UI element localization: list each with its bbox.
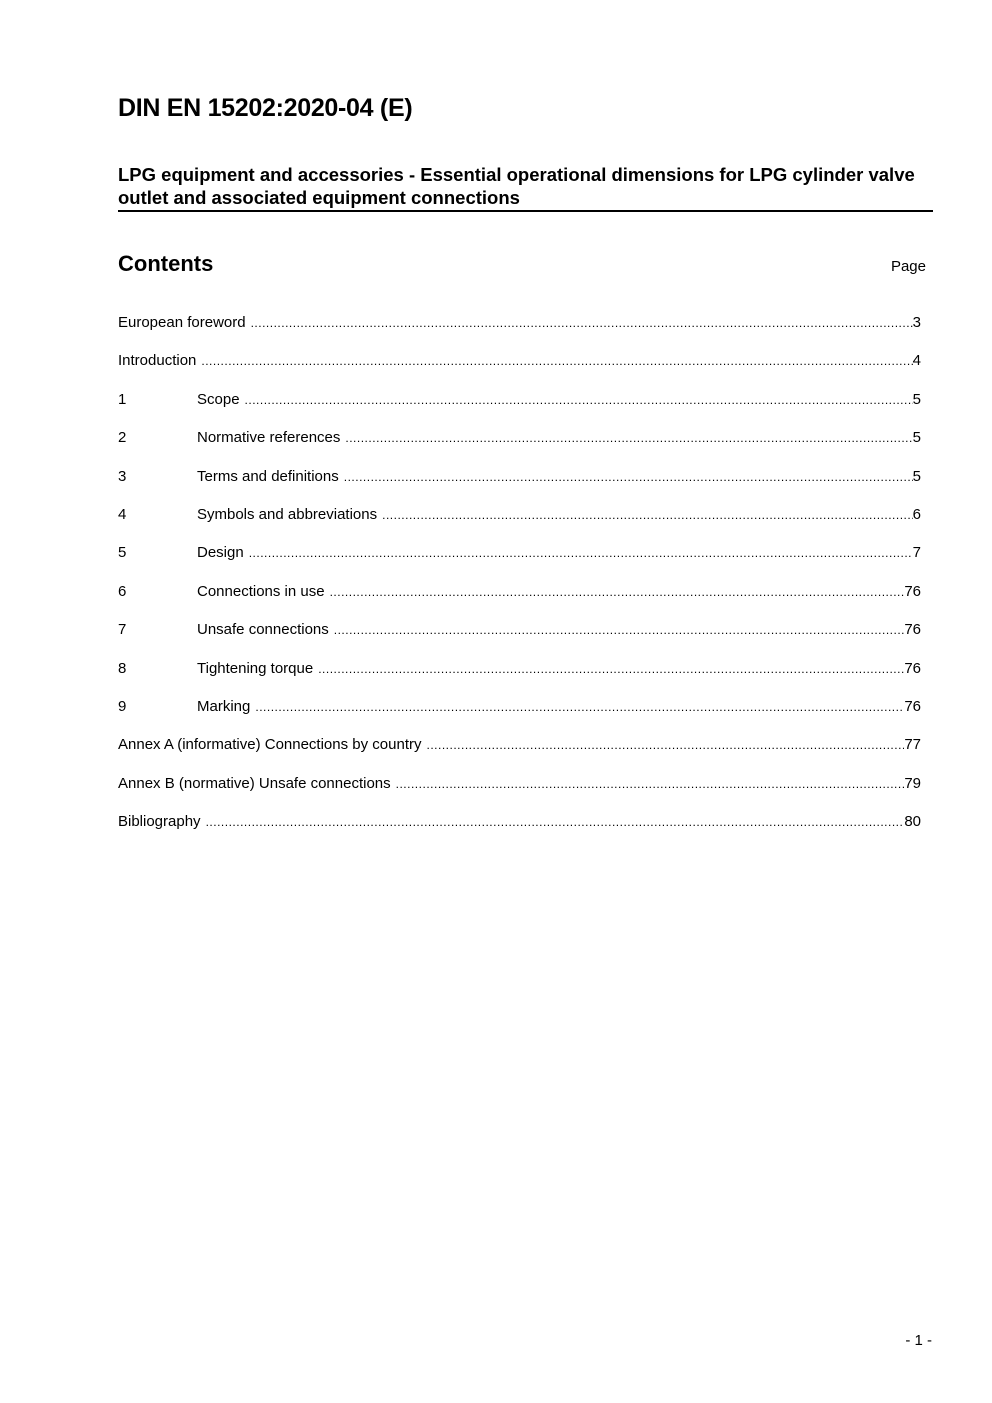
toc-entry-title: Terms and definitions xyxy=(197,467,339,485)
toc-entry-page: 79 xyxy=(904,774,921,792)
toc-entry[interactable] xyxy=(118,352,921,390)
toc-entry-number: 7 xyxy=(118,621,127,639)
toc-entry-title: Design xyxy=(197,544,244,562)
toc-entry-title: Bibliography xyxy=(118,813,201,831)
toc-entry-page: 76 xyxy=(904,697,921,715)
toc-leader-dots xyxy=(396,777,905,791)
toc-entry-page: 80 xyxy=(904,813,921,831)
toc-leader-dots xyxy=(334,623,905,637)
toc-entry-title: Unsafe connections xyxy=(197,621,329,639)
toc-entry-title: Tightening torque xyxy=(197,659,314,677)
toc-leader-dots xyxy=(255,700,904,714)
toc-entry[interactable] xyxy=(118,583,921,621)
toc-leader-dots xyxy=(251,316,913,330)
toc-leader-dots xyxy=(201,354,912,368)
toc-entry-title: Introduction xyxy=(118,352,197,370)
toc-entry-page: 6 xyxy=(912,505,921,523)
toc-leader-dots xyxy=(206,815,905,829)
toc-leader-dots xyxy=(344,470,913,484)
toc-entry[interactable] xyxy=(118,391,921,429)
toc-entry[interactable] xyxy=(118,813,921,851)
toc-entry-page: 76 xyxy=(904,659,921,677)
toc-entry-number: 9 xyxy=(118,697,127,715)
toc-entry[interactable] xyxy=(118,429,921,467)
document-id: DIN EN 15202:2020-04 (E) xyxy=(118,94,413,122)
toc-leader-dots xyxy=(330,585,905,599)
toc-entry[interactable] xyxy=(118,468,921,506)
toc-entry-page: 77 xyxy=(904,736,921,754)
toc-leader-dots xyxy=(249,546,913,560)
toc-entry-page: 76 xyxy=(904,621,921,639)
toc-leader-dots xyxy=(345,431,912,445)
toc-entry-number: 3 xyxy=(118,467,127,485)
toc-entry-title: Connections in use xyxy=(197,582,325,600)
toc-entry-title: European foreword xyxy=(118,314,246,331)
toc-entry-number: 4 xyxy=(118,505,127,523)
toc-entry[interactable] xyxy=(118,314,921,352)
toc-entry-number: 2 xyxy=(118,429,127,447)
toc-entry-page: 5 xyxy=(912,467,921,485)
toc-entry-title: Annex A (informative) Connections by country xyxy=(118,736,422,754)
toc-entry-page: 76 xyxy=(904,582,921,600)
toc-entry[interactable] xyxy=(118,621,921,659)
toc-entry-title: Symbols and abbreviations xyxy=(197,505,378,523)
toc-entry[interactable] xyxy=(118,698,921,736)
toc-entry-number: 6 xyxy=(118,582,127,600)
toc-entry-page: 3 xyxy=(912,314,921,331)
toc-entry[interactable] xyxy=(118,506,921,544)
toc-entry-title: Scope xyxy=(197,390,240,408)
toc-leader-dots xyxy=(318,662,904,676)
toc-leader-dots xyxy=(245,393,913,407)
page-number: - 1 - xyxy=(905,1332,932,1349)
toc-entry-number: 8 xyxy=(118,659,127,677)
toc-entry-page: 5 xyxy=(912,390,921,408)
toc-entry[interactable] xyxy=(118,736,921,774)
toc-entry[interactable] xyxy=(118,660,921,698)
toc-entry-page: 4 xyxy=(912,352,921,370)
table-of-contents xyxy=(118,314,921,851)
page-column-heading: Page xyxy=(890,258,926,275)
toc-entry-title: Marking xyxy=(197,697,251,715)
contents-heading: Contents xyxy=(118,251,214,276)
toc-entry[interactable] xyxy=(118,775,921,813)
toc-entry[interactable] xyxy=(118,544,921,582)
toc-leader-dots xyxy=(382,508,913,522)
toc-leader-dots xyxy=(427,738,905,752)
toc-entry-number: 1 xyxy=(118,390,127,408)
document-title: LPG equipment and accessories - Essential operational dimensions for LPG cylinder valve outlet and associated equipment connections xyxy=(118,163,933,212)
toc-entry-number: 5 xyxy=(118,544,127,562)
toc-entry-title: Normative references xyxy=(197,429,341,447)
toc-entry-page: 7 xyxy=(912,544,921,562)
toc-entry-title: Annex B (normative) Unsafe connections xyxy=(118,774,391,792)
toc-entry-page: 5 xyxy=(912,429,921,447)
